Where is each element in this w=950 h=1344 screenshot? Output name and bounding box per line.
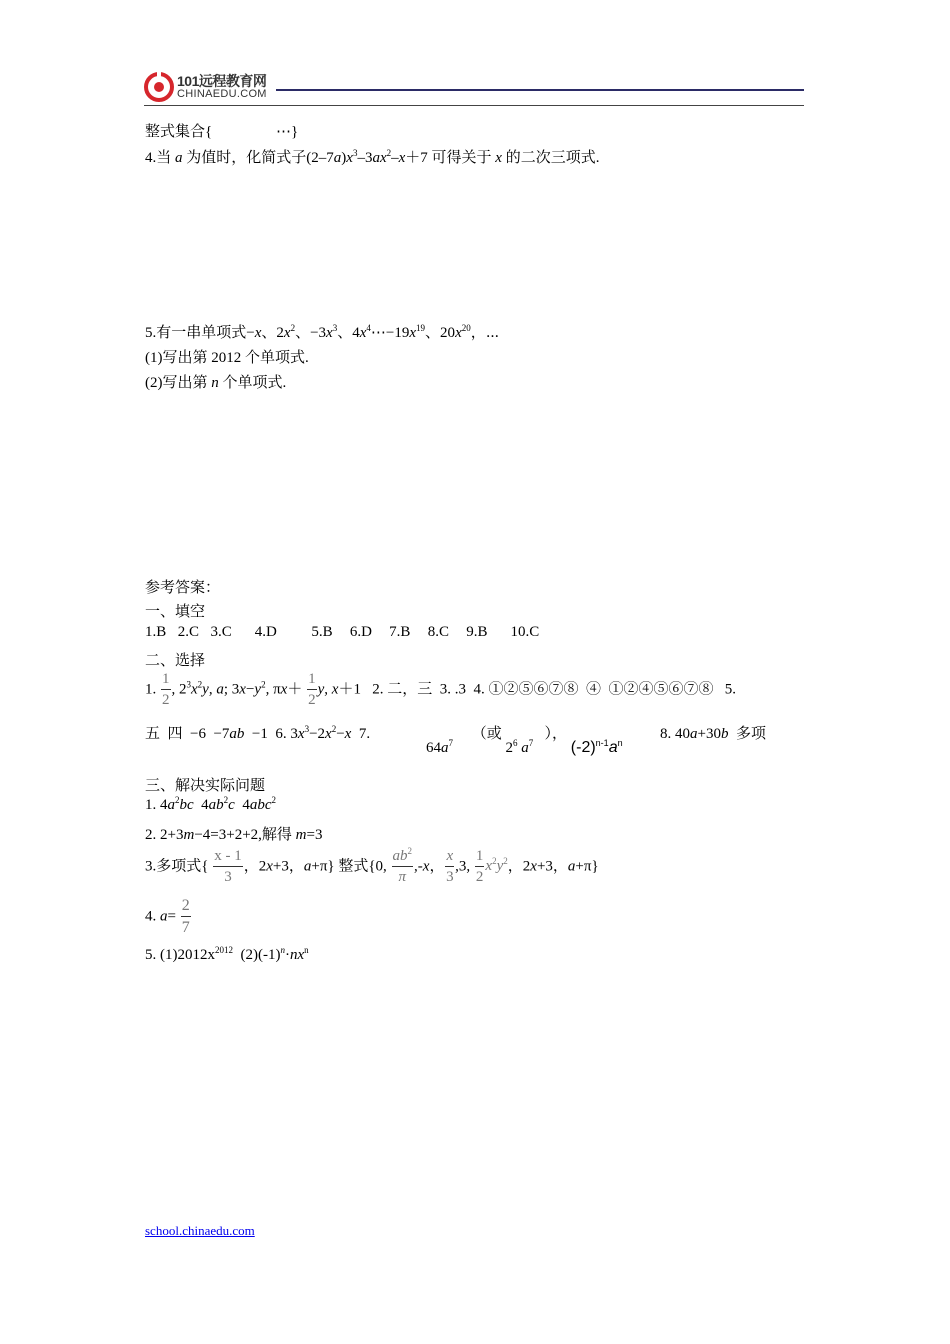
section-3-heading: 三、解决实际问题 bbox=[145, 778, 266, 794]
header-rule-bottom bbox=[144, 105, 804, 106]
section-3-answer-2: 2. 2+3m−4=3+2+2,解得 m=3 bbox=[145, 827, 323, 843]
fraction: $\frac{1}{2}$ bbox=[308, 671, 316, 708]
header-rule-top bbox=[276, 89, 804, 91]
section-2-line-2: 五 四 −6 −7ab −1 6. $3x^3-2x^2-x$ 7. bbox=[145, 724, 371, 742]
logo-text-cn: 101远程教育网 bbox=[177, 73, 267, 89]
logo-text-en: CHINAEDU.COM bbox=[177, 88, 267, 100]
logo bbox=[144, 70, 276, 104]
section-3-answer-5: 5. $(1)2012x^{2012}$ $(2)(-1)^n\cdot nx^n$ bbox=[145, 945, 309, 963]
question-5: 5.有一串单项式−x、$2x^2$、$-3x^3$、$4x^4\cdots-19x^{19}$、$20x^{20}$，⋯ bbox=[145, 323, 500, 341]
section-3-answer-4: 4. a= $\frac{2}{7}$ bbox=[145, 897, 190, 936]
footer-link[interactable]: school.chinaedu.com bbox=[145, 1223, 255, 1238]
section-1-answers: 1.B 2.C 3.C 4.D 5.B 6.D 7.B 8.C 9.B 10.C bbox=[145, 624, 540, 640]
answer-8: 8. 40a+30b 多项 bbox=[660, 726, 766, 742]
fraction: $\frac{1}{2}$ bbox=[162, 671, 170, 708]
section-2-heading: 二、选择 bbox=[145, 653, 206, 669]
question-5-part-2: (2)写出第 n 个单项式. bbox=[145, 375, 287, 391]
fraction: $\frac{2}{7}$ bbox=[181, 897, 190, 936]
fraction: $\frac{1}{2}$ bbox=[475, 848, 484, 885]
fraction: $\frac{x}{3}$ bbox=[446, 848, 454, 885]
section-1-heading: 一、填空 bbox=[145, 604, 206, 620]
logo-icon bbox=[144, 72, 174, 102]
polynomial-set-line: 整式集合{ ⋯} bbox=[145, 124, 299, 140]
fraction: $\frac{ab^2}{\pi}$ bbox=[392, 846, 413, 885]
answer-7-expr: $64a^7$ （或 $2^6$ $a^7$ ）， $(-2)^{n-1}a^n$ bbox=[426, 726, 623, 756]
question-5-part-1: (1)写出第 2012 个单项式. bbox=[145, 350, 309, 366]
section-3-answer-3: 3.多项式{ $\frac{x - 1}{3}$ ，2x+3，a+π} 整式{0, $\frac{ab^2}{\pi}$ ,-x， $\frac{x}{3}$ ,3, $\frac{1}{2}$ $x^2y^2$，2x+3，a+π} bbox=[145, 846, 599, 885]
fraction: $\frac{x - 1}{3}$ bbox=[214, 848, 242, 885]
section-2-line-1: 1. $\frac{1}{2}$ , $2^3x^2y$, a; $3x-y^2$, πx＋ $\frac{1}{2}$ y, x＋1 2. 二，三 3. .3 4. ①②⑤⑥⑦⑧ ④ ①②④⑤⑥⑦⑧ 5. bbox=[145, 671, 736, 708]
question-4: 4.当 a 为值时，化简式子$(2-7a)x^3-3ax^2-x+7$ 可得关于 x 的二次三项式. bbox=[145, 148, 600, 166]
section-3-answer-1: 1. $4a^2bc$ $4ab^2c$ 4abc$^2$ bbox=[145, 795, 277, 813]
answers-title: 参考答案： bbox=[145, 580, 221, 596]
